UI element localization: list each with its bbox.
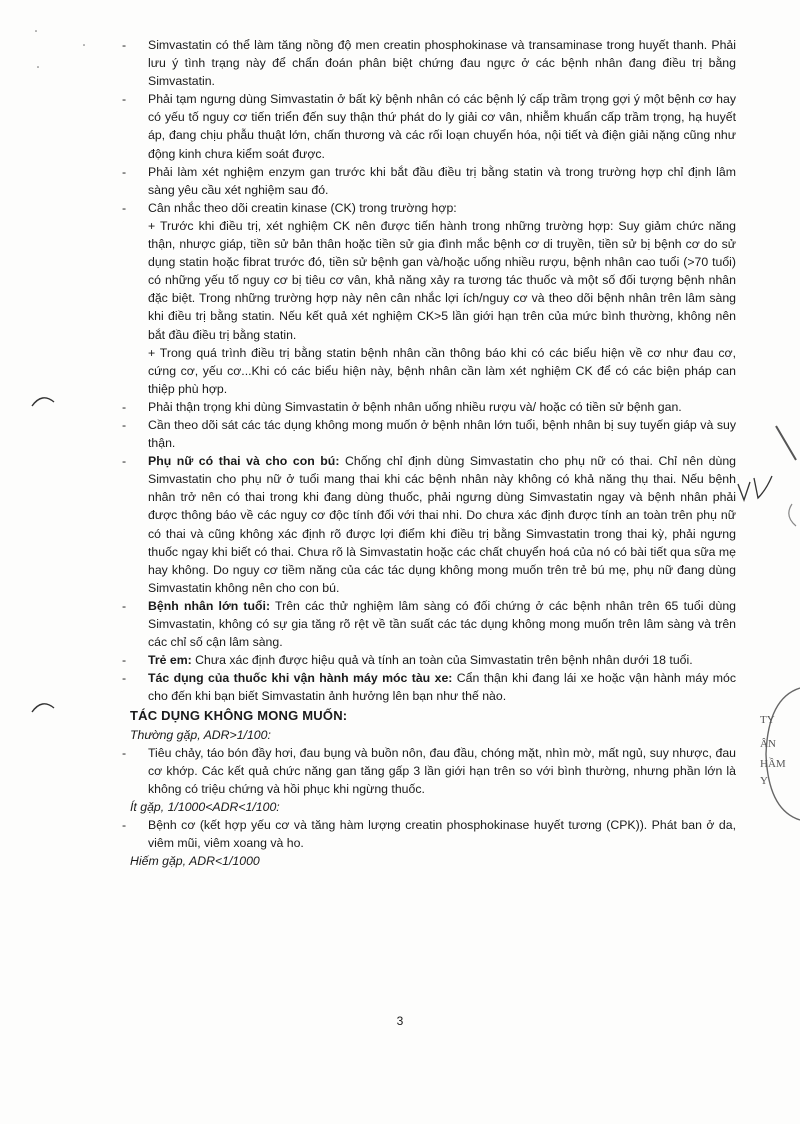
list-item — [118, 744, 736, 798]
bullet-dash: - — [122, 671, 127, 686]
paragraph-text: Phải thận trọng khi dùng Simvastatin ở bệnh nhân uống nhiều rượu và/ hoặc có tiền sử bệnh gan. — [148, 399, 682, 414]
paragraph-text: Phải tạm ngưng dùng Simvastatin ở bất kỳ bệnh nhân có các bệnh lý cấp trầm trọng gợi ý một bệnh cơ hay có yếu tố nguy cơ tiến triển đến suy thận thứ phát do ly giải cơ vân, nhiễm khuẩn cấp trầm trọng, hạ huyết áp, đang chịu phẫu thuật lớn, chấn thương và các rối loạn chuyển hóa, nội tiết và điện giải nặng cũng như động kinh chưa kiểm soát được. — [148, 92, 736, 161]
paragraph-text: Chống chỉ định dùng Simvastatin cho phụ nữ có thai. Chỉ nên dùng Simvastatin cho phụ nữ ở tuổi mang thai khi các bệnh nhân này không có khả năng thụ thai. Nếu bệnh nhân trở nên có thai trong khi đang dùng thuốc, phải ngưng dùng Simvastatin ngay và bệnh nhân phải được thông báo về các nguy cơ độc tính đối với thai nhi. Do chưa xác định được tính an toàn trên phụ nữ có thai và cũng không xác định rõ được lợi điểm khi điều trị bằng Simvastatin trong thai kỳ, phải ngưng thuốc ngay khi biết có thai. Chưa rõ là Simvastatin hoặc các chất chuyển hoá của nó có bài tiết qua sữa mẹ hay không. Do nguy cơ tiềm năng của các tác dụng không mong muốn trên trẻ bú mẹ, phụ nữ đang dùng Simvastatin không nên cho con bú. — [148, 454, 737, 595]
list-item — [118, 651, 736, 669]
frequency-label: Thường gặp, ADR>1/100: — [130, 727, 271, 742]
frequency-label: Hiếm gặp, ADR<1/1000 — [130, 854, 260, 869]
frequency-label: Ít gặp, 1/1000<ADR<1/100: — [130, 799, 280, 814]
paragraph-text: Cân nhắc theo dõi creatin kinase (CK) trong trường hợp: — [148, 200, 457, 215]
scan-speck — [30, 25, 90, 75]
list-item — [118, 398, 736, 416]
paragraph-text: Simvastatin có thể làm tăng nồng độ men creatin phosphokinase và transaminase trong huyết thanh. Phải lưu ý tình trạng này để chẩn đoán phân biệt chứng đau ngực ở các bệnh nhân đang điều trị bằng Simvastatin. — [148, 38, 736, 89]
list-item — [118, 90, 736, 162]
paragraph-text: Chưa xác định được hiệu quả và tính an toàn của Simvastatin trên bệnh nhân dưới 18 tuổi. — [191, 653, 693, 668]
paragraph-lead: Phụ nữ có thai và cho con bú: — [148, 454, 340, 469]
bullet-dash: - — [122, 38, 127, 52]
bullet-dash: - — [122, 92, 127, 107]
paragraph-lead: Tác dụng của thuốc khi vận hành máy móc tàu xe: — [148, 671, 453, 686]
sub-paragraph: + Trong quá trình điều trị bằng statin bệnh nhân cần thông báo khi có các biểu hiện về cơ như đau cơ, cứng cơ, yếu cơ...Khi có các biểu hiện này, bệnh nhân cần làm xét nghiệm CK để có các biện pháp can thiệp phù hợp. — [148, 345, 736, 396]
bullet-dash: - — [122, 598, 127, 613]
bullet-dash: - — [122, 200, 127, 215]
list-item — [118, 199, 736, 217]
paragraph-text: Trên các thử nghiệm lâm sàng có đối chứng ở các bệnh nhân trên 65 tuổi dùng Simvastatin, không có sự gia tăng rõ rệt về tần suất các tác dụng không mong muốn trên lâm sàng và trên các chỉ số cận lâm sàng. — [148, 598, 736, 650]
list-item — [118, 163, 736, 199]
bullet-dash: - — [122, 454, 127, 469]
bullet-dash: - — [122, 818, 127, 833]
stamp-text: TY — [760, 714, 775, 726]
paragraph-text: Cần theo dõi sát các tác dụng không mong muốn ở bệnh nhân lớn tuổi, bệnh nhân bị suy tuyến giáp và suy thận. — [148, 417, 736, 451]
list-item — [118, 816, 736, 852]
bullet-dash: - — [122, 745, 127, 760]
bullet-dash: - — [122, 399, 127, 414]
list-item — [118, 597, 736, 651]
bullet-dash: - — [122, 653, 127, 668]
list-item — [118, 452, 736, 597]
bullet-dash: - — [122, 417, 127, 432]
list-item — [118, 416, 736, 452]
scan-mark-arc — [30, 696, 56, 716]
paragraph-lead: Bệnh nhân lớn tuổi: — [148, 598, 271, 613]
list-item — [118, 36, 736, 90]
stamp-text: HẦM — [760, 758, 786, 770]
paragraph-lead: Trẻ em: — [148, 653, 192, 668]
page-number: 3 — [396, 1014, 404, 1028]
stamp-fragment — [760, 690, 800, 820]
sub-paragraph: + Trước khi điều trị, xét nghiệm CK nên được tiến hành trong những trường hợp: Suy giảm chức năng thận, nhược giáp, tiền sử bản thân hoặc tiền sử gia đình mắc bệnh cơ di truyền, tiền sử bị bệnh cơ do sử dụng statin hoặc fibrat trước đó, tiền sử bệnh gan và/hoặc uống nhiều rượu, bệnh nhân cao tuổi (>70 tuổi) có những yếu tố nguy cơ bị tiêu cơ vân, khả năng xảy ra tương tác thuốc và một số đối tượng bệnh nhân đặc biệt. Trong những trường hợp này nên cân nhắc lợi ích/nguy cơ và theo dõi bệnh nhân trên lâm sàng khi điều trị bằng statin. Nếu kết quả xét nghiệm CK>5 lần giới hạn trên của mức bình thường, không nên bắt đầu điều trị bằng statin. — [148, 218, 736, 342]
paragraph-text: Bệnh cơ (kết hợp yếu cơ và tăng hàm lượng creatin phosphokinase huyết tương (CPK)). Phát ban ở da, viêm mũi, viêm xoang và ho. — [148, 818, 736, 851]
list-item — [118, 669, 736, 705]
handwritten-signature-mark — [736, 474, 776, 504]
paragraph-text: Tiêu chảy, táo bón đầy hơi, đau bụng và buồn nôn, đau đầu, chóng mặt, nhìn mờ, mất ngủ, suy nhược, đau cơ khớp. Các kết quả chức năng gan tăng gấp 3 lần giới hạn trên so với bình thường, nhưng phần lớn là không có triệu chứng và hồi phục khi ngừng thuốc. — [148, 745, 736, 796]
paragraph-text: Cẩn thận khi đang lái xe hoặc vận hành máy móc cho đến khi bạn biết Simvastatin ảnh hưởng lên bạn như thế nào. — [148, 671, 736, 704]
stamp-text: Y — [760, 775, 768, 787]
stamp-text: ÂN — [760, 738, 776, 750]
document-body — [118, 36, 736, 870]
section-heading: TÁC DỤNG KHÔNG MONG MUỐN: — [130, 708, 348, 724]
paragraph-text: Phải làm xét nghiệm enzym gan trước khi bắt đầu điều trị bằng statin và trong trường hợp chỉ định lâm sàng yêu cầu xét nghiệm sau đó. — [148, 164, 736, 197]
bullet-dash: - — [122, 164, 127, 179]
scan-mark-arc — [30, 390, 56, 410]
